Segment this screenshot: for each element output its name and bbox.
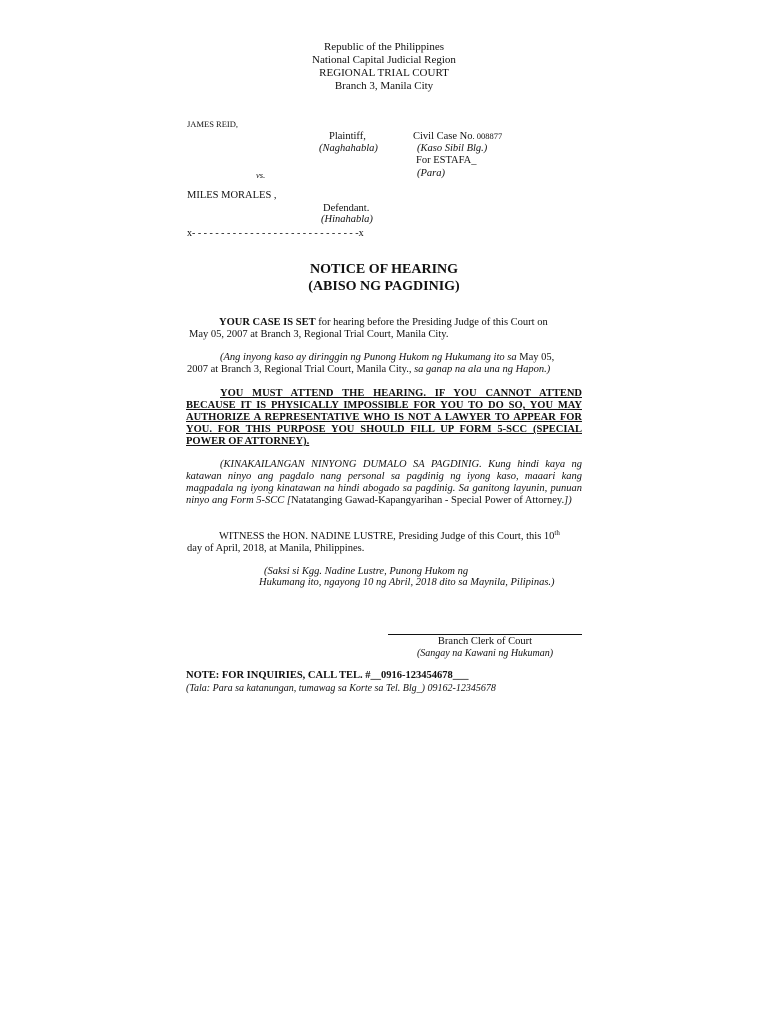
signature-label-tl: (Sangay na Kawani ng Hukuman) [416, 648, 554, 659]
case-for-tl: (Para) [417, 168, 445, 179]
case-set-emphasis: YOUR CASE IS SET [219, 317, 316, 328]
signature-label: Branch Clerk of Court [437, 636, 533, 647]
defendant-name: MILES MORALES , [187, 190, 277, 201]
paragraph-witness-tl-line2: Hukumang ito, ngayong 10 ng Abril, 2018 dito sa Maynila, Pilipinas.) [259, 577, 555, 588]
plaintiff-name: JAMES REID, [187, 119, 239, 129]
paragraph-case-set-tl-line2: 2007 at Branch 3, Regional Trial Court, Manila City., sa ganap na ala una ng Hapon.) [187, 364, 551, 375]
case-number-label: Civil Case No [413, 131, 473, 142]
case-number-tl: (Kaso Sibil Blg.) [417, 143, 488, 154]
case-number-value: . 008877 [472, 131, 503, 141]
caption-separator: x- - - - - - - - - - - - - - - - - - - - - - - - - - - - -x [187, 228, 364, 239]
header-court: REGIONAL TRIAL COURT [319, 67, 449, 79]
header-region: National Capital Judicial Region [312, 54, 456, 66]
title-english: NOTICE OF HEARING [309, 262, 459, 277]
inquiry-note: NOTE: FOR INQUIRIES, CALL TEL. #__0916-123454678___ [186, 670, 469, 681]
header-republic: Republic of the Philippines [323, 41, 445, 53]
plaintiff-label-tl: (Naghahabla) [319, 143, 378, 154]
plaintiff-label: Plaintiff, [329, 131, 366, 142]
signature-line [388, 634, 582, 635]
case-number [413, 131, 502, 142]
paragraph-case-set-line2: May 05, 2007 at Branch 3, Regional Trial Court, Manila City. [189, 329, 449, 340]
paragraph-must-attend-tl: (KINAKAILANGAN NINYONG DUMALO SA PAGDINIG. Kung hindi kaya ng katawan ninyo ang pagdalo nang personal sa pagdinig ng iyong kaso, maaari kang magpadala ng iyong kinatawan na hindi abogado sa pagdinig. Sa ganitong layunin, punuan ninyo ang Form 5-SCC [Natatanging Gawad-Kapangyarihan - Special Power of Attorney.]) [186, 459, 582, 506]
case-for: For ESTAFA_ [416, 155, 477, 166]
paragraph-witness-line2: day of April, 2018, at Manila, Philippines. [187, 543, 365, 554]
paragraph-witness-tl-line1: (Saksi si Kgg. Nadine Lustre, Punong Hukom ng [264, 566, 469, 577]
paragraph-case-set-tl-line1: (Ang inyong kaso ay diringgin ng Punong Hukom ng Hukumang ito sa May 05, [220, 352, 555, 363]
defendant-label-tl: (Hinahabla) [321, 214, 373, 225]
title-tagalog: (ABISO NG PAGDINIG) [308, 279, 460, 294]
header-branch: Branch 3, Manila City [334, 80, 434, 92]
versus: vs. [256, 170, 266, 180]
paragraph-must-attend: YOU MUST ATTEND THE HEARING. IF YOU CANNOT ATTEND BECAUSE IT IS PHYSICALLY IMPOSSIBLE FOR YOU TO DO SO, YOU MAY AUTHORIZE A REPRESENTATIVE WHO IS NOT A LAWYER TO APPEAR FOR YOU. FOR THIS PURPOSE YOU SHOULD FILL UP FORM 5-SCC (SPECIAL POWER OF ATTORNEY). [186, 388, 582, 447]
paragraph-witness-line1: WITNESS the HON. NADINE LUSTRE, Presiding Judge of this Court, this 10th [219, 529, 560, 542]
defendant-label: Defendant. [323, 203, 370, 214]
paragraph-case-set-line1: YOUR CASE IS SET for hearing before the Presiding Judge of this Court on [219, 317, 548, 328]
inquiry-note-tl: (Tala: Para sa katanungan, tumawag sa Korte sa Tel. Blg_) 09162-12345678 [186, 683, 496, 694]
